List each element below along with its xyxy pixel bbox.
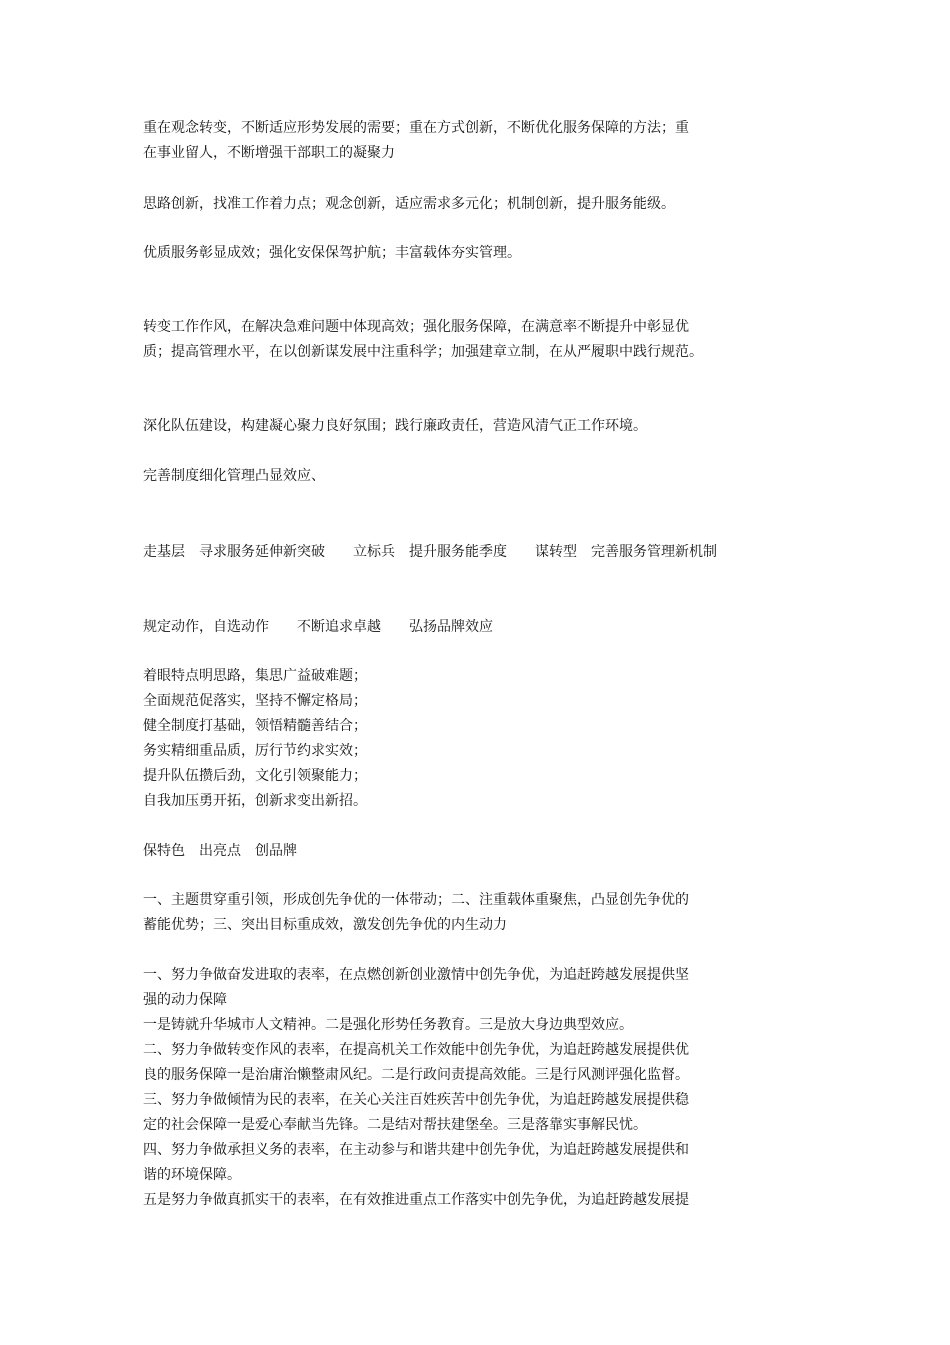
text-line: 五是努力争做真抓实干的表率，在有效推进重点工作落实中创先争优，为追赶跨越发展提	[143, 1192, 689, 1208]
text-line: 强的动力保障	[143, 992, 227, 1008]
text-line: 重在观念转变，不断适应形势发展的需要；重在方式创新，不断优化服务保障的方法；重	[143, 120, 689, 136]
text-line: 一是铸就升华城市人文精神。二是强化形势任务教育。三是放大身边典型效应。	[143, 1017, 633, 1033]
text-line: 完善制度细化管理凸显效应、	[143, 468, 325, 484]
text-line: 自我加压勇开拓，创新求变出新招。	[143, 793, 367, 809]
text-line: 规定动作，自选动作 不断追求卓越 弘扬品牌效应	[143, 619, 493, 635]
text-line: 定的社会保障一是爱心奉献当先锋。二是结对帮扶建堡垒。三是落靠实事解民忧。	[143, 1117, 647, 1133]
text-line: 质；提高管理水平，在以创新谋发展中注重科学；加强建章立制，在从严履职中践行规范。	[143, 344, 703, 360]
text-line: 蓄能优势；三、突出目标重成效，激发创先争优的内生动力	[143, 917, 507, 933]
text-line: 保特色 出亮点 创品牌	[143, 843, 297, 859]
text-line: 深化队伍建设，构建凝心聚力良好氛围；践行廉政责任，营造风清气正工作环境。	[143, 418, 647, 434]
text-line: 一、努力争做奋发进取的表率，在点燃创新创业激情中创先争优，为追赶跨越发展提供坚	[143, 967, 689, 983]
text-line: 一、主题贯穿重引领，形成创先争优的一体带动；二、注重载体重聚焦，凸显创先争优的	[143, 892, 689, 908]
text-line: 着眼特点明思路，集思广益破难题；	[143, 668, 367, 684]
text-line: 全面规范促落实，坚持不懈定格局；	[143, 693, 367, 709]
text-line: 提升队伍攒后劲，文化引领聚能力；	[143, 768, 367, 784]
text-line: 在事业留人，不断增强干部职工的凝聚力	[143, 145, 395, 161]
text-line: 走基层 寻求服务延伸新突破 立标兵 提升服务能季度 谋转型 完善服务管理新机制	[143, 544, 717, 560]
text-line: 良的服务保障一是治庸治懒整肃风纪。二是行政问责提高效能。三是行风测评强化监督。	[143, 1067, 689, 1083]
text-line: 健全制度打基础，领悟精髓善结合；	[143, 718, 367, 734]
text-line: 务实精细重品质，厉行节约求实效；	[143, 743, 367, 759]
text-line: 四、努力争做承担义务的表率，在主动参与和谐共建中创先争优，为追赶跨越发展提供和	[143, 1142, 689, 1158]
text-line: 三、努力争做倾情为民的表率，在关心关注百姓疾苦中创先争优，为追赶跨越发展提供稳	[143, 1092, 689, 1108]
text-line: 谐的环境保障。	[143, 1167, 241, 1183]
text-line: 转变工作作风，在解决急难问题中体现高效；强化服务保障，在满意率不断提升中彰显优	[143, 319, 689, 335]
text-line: 二、努力争做转变作风的表率，在提高机关工作效能中创先争优，为追赶跨越发展提供优	[143, 1042, 689, 1058]
text-line: 思路创新，找准工作着力点；观念创新，适应需求多元化；机制创新，提升服务能级。	[143, 196, 675, 212]
text-line: 优质服务彰显成效；强化安保保驾护航；丰富载体夯实管理。	[143, 245, 521, 261]
